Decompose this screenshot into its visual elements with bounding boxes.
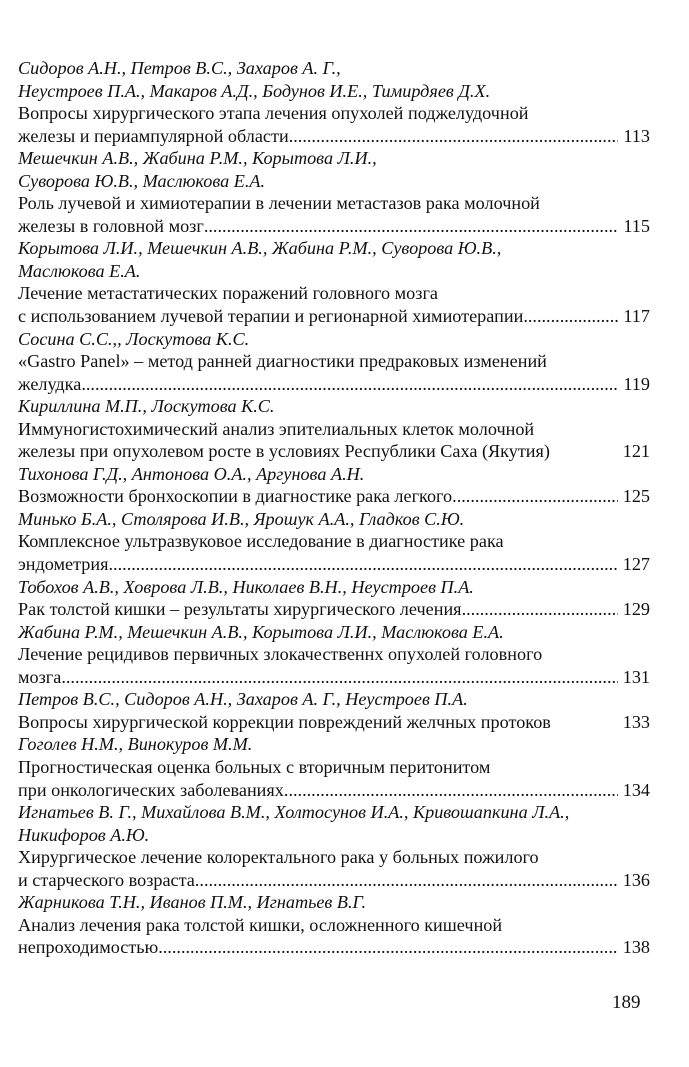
toc-title: «Gastro Panel» – метод ранней диагностики предраковых изменений: [18, 351, 547, 372]
dot-leader: [452, 485, 618, 508]
toc-title: Комплексное ультразвуковое исследование в диагностике рака: [18, 531, 504, 552]
toc-page-number: 136: [622, 869, 650, 890]
toc-authors: Петров В.С., Сидоров А.Н., Захаров А. Г., Неустроев П.А.: [18, 689, 468, 710]
toc-authors: Сидоров А.Н., Петров В.С., Захаров А. Г.,: [18, 58, 341, 78]
toc-title: Вопросы хирургического этапа лечения опухолей поджелудочной: [18, 103, 529, 124]
dot-leader: [81, 373, 618, 396]
toc-page-number: 138: [622, 937, 650, 958]
toc-entry-end: [18, 215, 650, 238]
toc-authors: Корытова Л.И., Мешечкин А.В., Жабина Р.М., Суворова Ю.В.,: [18, 238, 502, 259]
toc-authors: Тобохов А.В., Ховрова Л.В., Николаев В.Н., Неустроев П.А.: [18, 576, 474, 597]
toc-title: Лечение метастатических поражений головного мозга: [18, 283, 438, 304]
toc-authors: Мешечкин А.В., Жабина Р.М., Корытова Л.И.,: [18, 148, 377, 169]
page-number: 189: [612, 992, 641, 1013]
toc-title: Прогностическая оценка больных с вторичным перитонитом: [18, 756, 491, 777]
toc-authors: Никифоров А.Ю.: [18, 824, 150, 845]
dot-leader: [109, 553, 619, 576]
toc-entry-end: [18, 125, 650, 148]
toc-title: Роль лучевой и химиотерапии в лечении метастазов рака молочной: [18, 193, 540, 214]
toc-title: мозга: [18, 666, 62, 687]
toc-page-number: 129: [622, 599, 650, 620]
toc-title: Рак толстой кишки – результаты хирургического лечения: [18, 599, 462, 620]
toc-entry-end: [18, 553, 650, 576]
toc-page-number: 113: [623, 125, 650, 146]
toc-page-number: 119: [623, 373, 650, 394]
toc-entry-end: [18, 485, 650, 508]
toc-page-number: 117: [623, 306, 650, 327]
toc-title: эндометрия: [18, 554, 109, 575]
toc-title: и старческого возраста: [18, 869, 195, 890]
toc-entry-end: [18, 779, 650, 802]
toc-title: Анализ лечения рака толстой кишки, осложненного кишечной: [18, 914, 503, 935]
toc-page-number: 133: [622, 711, 650, 732]
toc-entry-end: [18, 666, 650, 689]
toc-entry-end: [18, 869, 650, 892]
toc-authors: Кириллина М.П., Лоскутова К.С.: [18, 396, 275, 417]
dot-leader: [61, 666, 618, 689]
toc-title: Иммуногистохимический анализ эпителиальных клеток молочной: [18, 418, 535, 439]
toc-title: при онкологических заболеваниях: [18, 779, 284, 800]
toc-entry-end: [18, 598, 650, 621]
toc-authors: Минько Б.А., Столярова И.В., Ярошук А.А., Гладков С.Ю.: [18, 508, 465, 529]
toc-title: Возможности бронхоскопии в диагностике рака легкого: [18, 486, 453, 507]
toc-title: Вопросы хирургической коррекции повреждений желчных протоков: [18, 711, 551, 732]
dot-leader: [195, 869, 618, 892]
toc-title: Хирургическое лечение колоректального рака у больных пожилого: [18, 847, 539, 868]
toc-title: непроходимостью: [18, 937, 159, 958]
toc-authors: Сосина С.С.,, Лоскутова К.С.: [18, 328, 250, 349]
toc-entry-end: [18, 711, 650, 734]
toc-authors: Гоголев Н.М., Винокуров М.М.: [18, 734, 253, 755]
toc-entry-end: [18, 373, 650, 396]
toc-title: Лечение рецидивов первичных злокачественнх опухолей головного: [18, 644, 543, 665]
toc-title: желудка: [18, 373, 82, 394]
toc-authors: Суворова Ю.В., Маслюкова Е.А.: [18, 170, 266, 191]
toc-authors: Жарникова Т.Н., Иванов П.М., Игнатьев В.Г.: [18, 892, 367, 913]
toc-page-number: 125: [622, 486, 650, 507]
dot-leader: [158, 936, 618, 959]
toc-title: железы и периампулярной области: [18, 125, 289, 146]
toc-authors: Маслюкова Е.А.: [18, 260, 141, 281]
dot-leader: [523, 305, 618, 328]
toc-authors: Игнатьев В. Г., Михайлова В.М., Холтосунов И.А., Кривошапкина Л.А.,: [18, 802, 570, 823]
dot-leader: [204, 215, 618, 238]
toc-authors: Тихонова Г.Д., Антонова О.А., Аргунова А.Н.: [18, 463, 365, 484]
toc-page-number: 134: [622, 779, 650, 800]
toc-page-number: 115: [623, 215, 650, 236]
toc-entry-end: [18, 936, 650, 959]
toc-title: с использованием лучевой терапии и регионарной химиотерапии: [18, 306, 524, 327]
dot-leader: [289, 125, 618, 148]
dot-leader: [284, 779, 618, 802]
dot-leader: [462, 598, 618, 621]
toc-page-number: 121: [622, 441, 650, 462]
toc-entry-end: [18, 440, 650, 463]
toc-page-number: 127: [622, 554, 650, 575]
toc-title: железы в головной мозг: [18, 215, 204, 236]
toc-page-number: 131: [622, 666, 650, 687]
toc-title: железы при опухолевом росте в условиях Республики Саха (Якутия): [18, 441, 550, 462]
toc-entry-end: [18, 305, 650, 328]
table-of-contents: [18, 57, 650, 959]
toc-authors: Неустроев П.А., Макаров А.Д., Бодунов И.Е., Тимирдяев Д.Х.: [18, 80, 491, 101]
toc-authors: Жабина Р.М., Мешечкин А.В., Корытова Л.И., Маслюкова Е.А.: [18, 621, 504, 642]
